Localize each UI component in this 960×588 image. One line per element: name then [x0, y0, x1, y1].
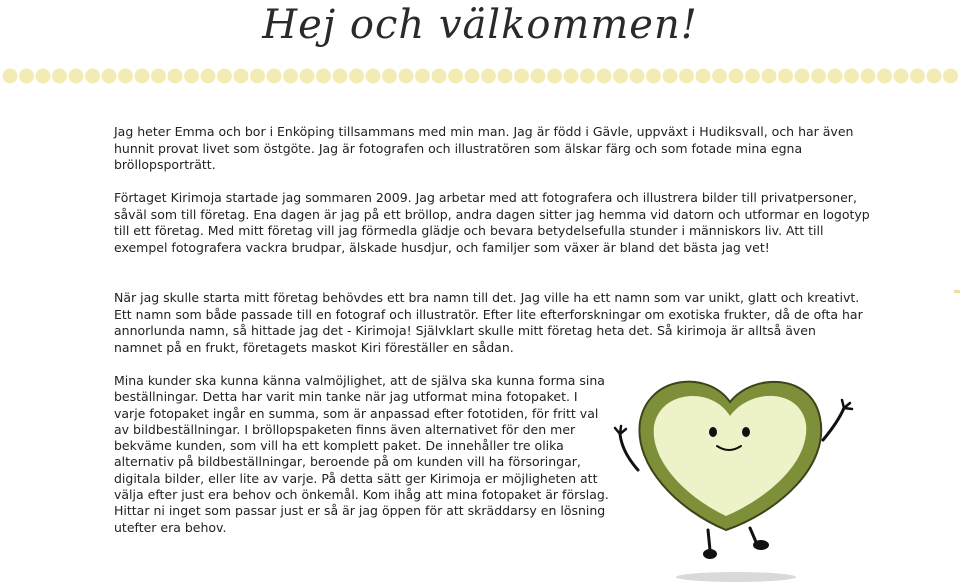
border-dot [762, 69, 777, 84]
border-dot [85, 69, 100, 84]
border-dot [696, 69, 711, 84]
border-dot [168, 69, 183, 84]
edge-mark [954, 290, 960, 293]
border-dot [283, 69, 298, 84]
border-dot [679, 69, 694, 84]
border-dot [19, 69, 34, 84]
border-dot [300, 69, 315, 84]
border-dot [448, 69, 463, 84]
border-dot [729, 69, 744, 84]
border-dot [234, 69, 249, 84]
border-dot [910, 69, 925, 84]
border-dot [927, 69, 942, 84]
kiri-fruit-mascot-icon [608, 370, 858, 585]
border-dot [613, 69, 628, 84]
border-dot [3, 69, 18, 84]
border-dot [514, 69, 529, 84]
border-dot [943, 69, 958, 84]
border-dot [118, 69, 133, 84]
border-dot [52, 69, 67, 84]
border-dot [399, 69, 414, 84]
border-dot [811, 69, 826, 84]
paragraph-packages: Mina kunder ska kunna känna valmöjlighet, att de själva ska kunna forma sina beställningar. Detta har varit min tanke när jag utformat mina fotopaket. I varje fotopaket ingår en summa, som är anpassad efter fototiden, för fritt val av bildbeställningar. I bröllopspaketen finns även alternativet för den mer bekväme kunden, som vill ha ett komplett paket. De innehåller tre olika alternativ på bildbeställningar, beroende på om kunden vill ha försoringar, digitala bilder, eller lite av varje. På detta sätt ger Kirimoja er möjligheten att välja efter just era behov och önkemål. Kom ihåg att mina fotopaket är förslag. Hittar ni inget som passar just er så är jag öppen för att skräddarsy en lösning utefter era behov. [114, 373, 609, 535]
border-dot [415, 69, 430, 84]
border-dot [135, 69, 150, 84]
border-dot [778, 69, 793, 84]
border-dot [564, 69, 579, 84]
border-dot [712, 69, 727, 84]
border-dot [630, 69, 645, 84]
border-dot [844, 69, 859, 84]
border-dot [69, 69, 84, 84]
border-dot [184, 69, 199, 84]
border-dot [646, 69, 661, 84]
dotted-border-icon [0, 64, 960, 88]
border-dot [795, 69, 810, 84]
border-dot [217, 69, 232, 84]
border-dot [894, 69, 909, 84]
border-dot [250, 69, 265, 84]
border-dot [267, 69, 282, 84]
paragraph-company: Förtaget Kirimoja startade jag sommaren 2009. Jag arbetar med att fotografera och illustrera bilder till privatpersoner, såväl som till företag. Ena dagen är jag på ett bröllop, andra dagen sitter jag hemma vid datorn och utformar en logotyp till ett företag. Med mitt företag vill jag förmedla glädje och bevara betydelsefulla stunder i människors liv. Att till exempel fotografera vackra brudpar, älskade husdjur, och familjer som växer är bland det bästa jag vet! [114, 190, 870, 255]
border-dot [432, 69, 447, 84]
border-dot [382, 69, 397, 84]
border-dot [201, 69, 216, 84]
border-dot [333, 69, 348, 84]
border-dot [547, 69, 562, 84]
border-dot [531, 69, 546, 84]
paragraph-name: När jag skulle starta mitt företag behövdes ett bra namn till det. Jag ville ha ett namn som var unikt, glatt och kreativt. Ett namn som både passade till en fotograf och illustratör. Efter lite efterforskningar om exotiska frukter, då de ofta har annorlunda namn, så hittade jag det - Kirimoja! Självklart skulle mitt företag heta det. Så kirimoja är alltså även namnet på en frukt, företagets maskot Kiri föreställer en sådan. [114, 290, 863, 355]
border-dot [316, 69, 331, 84]
border-dot [349, 69, 364, 84]
border-dot [151, 69, 166, 84]
border-dot [663, 69, 678, 84]
border-dot [498, 69, 513, 84]
border-dot [745, 69, 760, 84]
border-dot [597, 69, 612, 84]
border-dot [580, 69, 595, 84]
border-dot [465, 69, 480, 84]
border-dot [36, 69, 51, 84]
border-dot [877, 69, 892, 84]
border-dot [481, 69, 496, 84]
border-dot [828, 69, 843, 84]
paragraph-intro: Jag heter Emma och bor i Enköping tillsammans med min man. Jag är född i Gävle, uppväxt i Hudiksvall, och har även hunnit provat livet som östgöte. Jag är fotografen och illustratören som älskar färg och som fotade mina egna bröllopsporträtt. [114, 124, 854, 172]
border-dot [366, 69, 381, 84]
border-dot [102, 69, 117, 84]
border-dot [861, 69, 876, 84]
page-title: Hej och välkommen! [262, 2, 698, 48]
